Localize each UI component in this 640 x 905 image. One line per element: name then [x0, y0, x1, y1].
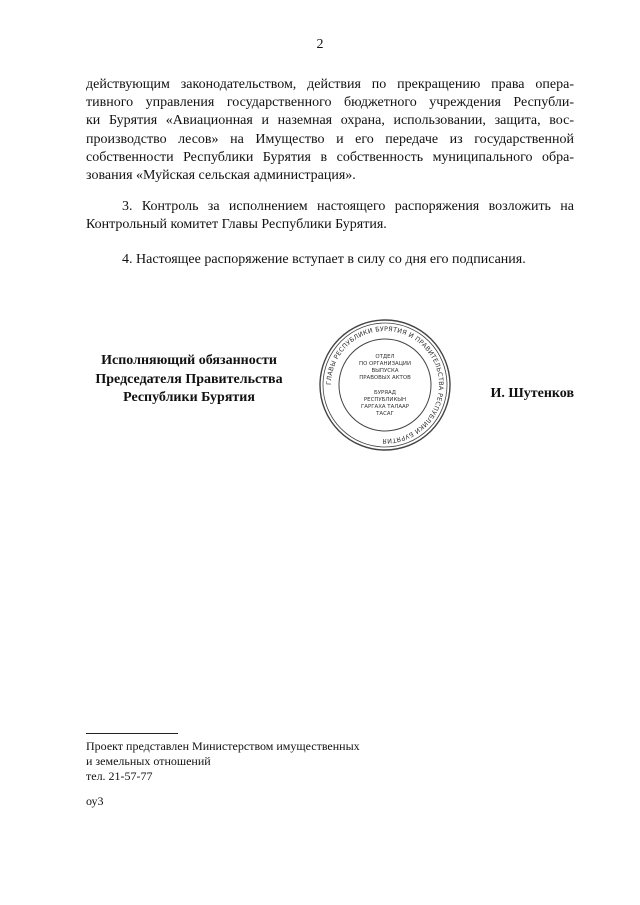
stamp-inner-line: ГАРГАХА ТАЛААР [361, 404, 409, 410]
stamp-inner-line: РЕСПУБЛИКЫН [363, 397, 407, 403]
stamp-inner-line: ПО ОРГАНИЗАЦИИ [359, 361, 411, 367]
footnote-line: тел. 21-57-77 [86, 769, 153, 783]
text-line: 3. Контроль за исполнением настоящего распоряжения возложить на [122, 199, 574, 214]
footnote-divider [86, 733, 178, 734]
footnote-line: Проект представлен Министерством имущественных [86, 739, 360, 753]
signatory-title-line: Исполняющий обязанности [101, 353, 277, 368]
stamp-inner-line: ТАСАГ [376, 411, 394, 417]
paragraph-property-transfer [86, 76, 574, 185]
signatory-title-line: Председателя Правительства [95, 371, 283, 387]
footnote [86, 739, 360, 784]
text-line: действующим законодательством, действия по прекращению права опера- [86, 77, 574, 92]
text-line: 4. Настоящее распоряжение вступает в силу со дня его подписания. [122, 252, 526, 267]
text-line: Контрольный комитет Главы Республики Бурятия. [86, 217, 387, 233]
stamp-inner-line: ОТДЕЛ [375, 354, 395, 360]
signatory-title-line: Республики Бурятия [123, 390, 255, 405]
text-line: производство лесов» на Имущество и его передаче из государственной [86, 131, 574, 147]
svg-text:ГЛАВЫ РЕСПУБЛИКИ БУРЯТИЯ И ПРА [325, 325, 445, 445]
text-line: тивного управления государственного бюджетного учреждения Республи- [86, 95, 574, 111]
paragraph-control [86, 198, 574, 234]
official-seal-stamp [318, 318, 452, 452]
signatory-title [78, 352, 300, 408]
stamp-inner-line: ПРАВОВЫХ АКТОВ [359, 375, 411, 381]
stamp-outer-text: ГЛАВЫ РЕСПУБЛИКИ БУРЯТИЯ И ПРАВИТЕЛЬСТВА РЕСПУБЛИКИ БУРЯТИЯ [324, 324, 446, 446]
signatory-name: И. Шутенков [490, 386, 574, 401]
page-number: 2 [316, 37, 324, 52]
paragraph-effective-date [86, 251, 574, 269]
stamp-inner-line: БУРЯАД [374, 390, 396, 396]
document-code: оу3 [86, 794, 104, 808]
footnote-line: и земельных отношений [86, 754, 211, 768]
text-line: ки Бурятия «Авиационная и наземная охрана, использовании, защита, вос- [86, 113, 574, 129]
text-line: собственности Республики Бурятия в собственность муниципального обра- [86, 149, 574, 165]
stamp-inner-line: ВЫПУСКА [371, 368, 399, 374]
text-line: зования «Муйская сельская администрация». [86, 168, 356, 184]
